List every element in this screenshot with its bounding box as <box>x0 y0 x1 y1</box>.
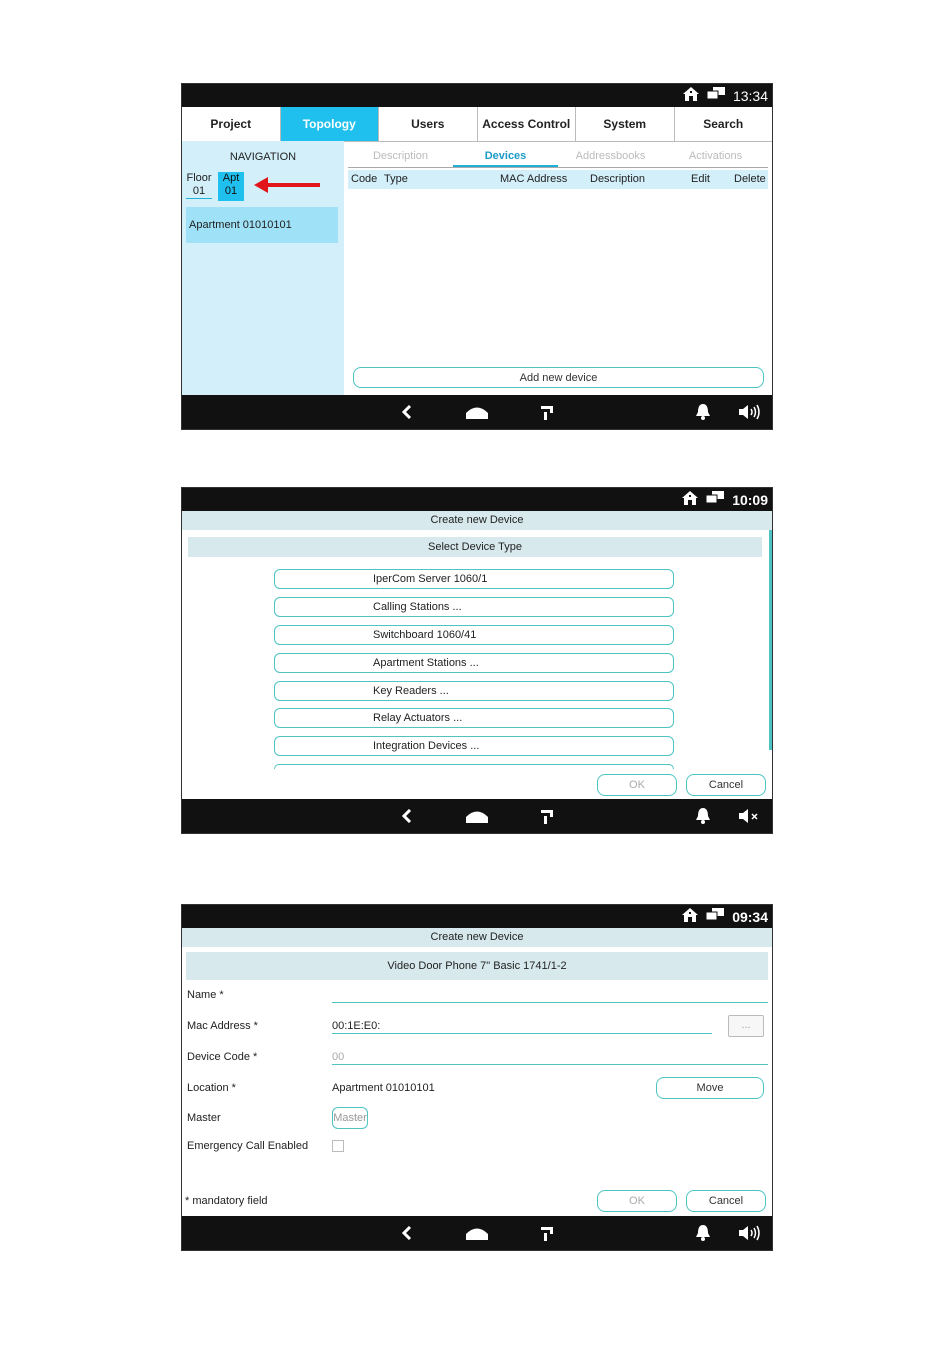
volume-icon[interactable] <box>736 395 766 429</box>
device-code-underline <box>332 1064 768 1065</box>
mac-address-input[interactable]: 00:1E:E0: <box>332 1020 381 1032</box>
device-type-option-partial[interactable] <box>274 764 674 769</box>
create-device-form-screen <box>181 904 773 1251</box>
emergency-call-label: Emergency Call Enabled <box>187 1140 309 1152</box>
home-nav-icon[interactable] <box>462 395 492 429</box>
back-icon[interactable] <box>392 799 422 833</box>
tab-project[interactable]: Project <box>182 107 281 141</box>
device-type-option[interactable]: Calling Stations ... <box>274 597 674 617</box>
clock: 09:34 <box>732 908 768 925</box>
subtab-activations[interactable]: Activations <box>688 150 743 162</box>
emergency-call-checkbox[interactable] <box>332 1140 344 1152</box>
dialog-subtitle: Select Device Type <box>188 537 762 557</box>
device-type-option[interactable]: Relay Actuators ... <box>274 708 674 728</box>
system-nav-bar <box>182 1216 772 1250</box>
network-icon <box>706 908 724 925</box>
topology-screen <box>181 83 773 430</box>
status-bar <box>182 84 772 107</box>
back-icon[interactable] <box>392 395 422 429</box>
recent-apps-icon[interactable] <box>532 1216 562 1250</box>
status-bar <box>182 905 772 928</box>
device-code-label: Device Code * <box>187 1051 258 1063</box>
dialog-title: Create new Device <box>182 511 772 530</box>
navigation-title: NAVIGATION <box>229 151 297 163</box>
select-device-type-screen <box>181 487 773 834</box>
master-toggle-button[interactable]: Master <box>332 1107 368 1129</box>
device-type-option[interactable]: Switchboard 1060/41 <box>274 625 674 645</box>
column-delete: Delete <box>734 173 766 185</box>
floor-label: Floor <box>186 172 212 184</box>
breadcrumb-floor[interactable] <box>186 172 212 199</box>
device-type-option[interactable]: IperCom Server 1060/1 <box>274 569 674 589</box>
detail-subtabs <box>348 147 768 168</box>
ok-button[interactable]: OK <box>597 1190 677 1212</box>
name-label: Name * <box>187 989 224 1001</box>
home-icon <box>682 908 698 925</box>
tab-access-control[interactable]: Access Control <box>478 107 577 141</box>
apt-value: 01 <box>224 185 238 197</box>
floor-value: 01 <box>192 185 206 197</box>
name-input[interactable] <box>332 989 768 1003</box>
subtab-description[interactable]: Description <box>372 150 429 162</box>
mac-address-underline <box>332 1033 712 1034</box>
subtab-addressbooks[interactable]: Addressbooks <box>575 150 646 162</box>
home-icon <box>683 87 699 104</box>
location-label: Location * <box>187 1082 236 1094</box>
device-type-option[interactable]: Key Readers ... <box>274 681 674 701</box>
system-nav-bar <box>182 799 772 833</box>
devices-table-header <box>348 170 768 189</box>
volume-mute-icon[interactable] <box>736 799 766 833</box>
network-icon <box>706 491 724 508</box>
apt-label: Apt <box>222 172 240 184</box>
device-model-title: Video Door Phone 7" Basic 1741/1-2 <box>186 952 768 980</box>
cancel-button[interactable]: Cancel <box>686 1190 766 1212</box>
scrollbar[interactable] <box>769 530 772 750</box>
master-label: Master <box>187 1112 221 1124</box>
mac-address-label: Mac Address * <box>187 1020 258 1032</box>
home-icon <box>682 491 698 508</box>
cancel-button[interactable]: Cancel <box>686 774 766 796</box>
bell-icon[interactable] <box>688 799 718 833</box>
clock: 13:34 <box>732 87 768 104</box>
mac-browse-button[interactable]: ... <box>728 1015 764 1037</box>
volume-icon[interactable] <box>736 1216 766 1250</box>
sidebar-item-apartment[interactable]: Apartment 01010101 <box>186 207 338 243</box>
recent-apps-icon[interactable] <box>532 395 562 429</box>
status-bar <box>182 488 772 511</box>
ok-button[interactable]: OK <box>597 774 677 796</box>
breadcrumb-apt[interactable] <box>218 172 244 201</box>
tab-users[interactable]: Users <box>379 107 478 141</box>
move-button[interactable]: Move <box>656 1077 764 1099</box>
column-code: Code <box>351 173 378 185</box>
tab-topology[interactable]: Topology <box>281 107 380 141</box>
navigation-panel <box>182 141 344 397</box>
add-device-button[interactable]: Add new device <box>353 367 764 388</box>
system-nav-bar <box>182 395 772 429</box>
name-input-underline <box>332 1002 768 1003</box>
column-edit: Edit <box>691 173 710 185</box>
home-nav-icon[interactable] <box>462 799 492 833</box>
main-tabs <box>182 107 772 142</box>
device-code-input[interactable]: 00 <box>332 1051 345 1063</box>
location-value: Apartment 01010101 <box>332 1082 435 1094</box>
back-icon[interactable] <box>392 1216 422 1250</box>
column-type: Type <box>384 173 408 185</box>
tab-search[interactable]: Search <box>675 107 773 141</box>
network-icon <box>707 87 725 104</box>
home-nav-icon[interactable] <box>462 1216 492 1250</box>
tab-system[interactable]: System <box>576 107 675 141</box>
bell-icon[interactable] <box>688 395 718 429</box>
mandatory-field-note: * mandatory field <box>185 1195 268 1207</box>
clock: 10:09 <box>732 491 768 508</box>
column-description: Description <box>590 173 646 185</box>
device-type-option[interactable]: Apartment Stations ... <box>274 653 674 673</box>
bell-icon[interactable] <box>688 1216 718 1250</box>
red-arrow-icon <box>254 177 320 193</box>
device-type-option[interactable]: Integration Devices ... <box>274 736 674 756</box>
recent-apps-icon[interactable] <box>532 799 562 833</box>
column-mac-address: MAC Address <box>500 173 568 185</box>
dialog-title: Create new Device <box>182 928 772 947</box>
subtab-devices[interactable]: Devices <box>453 147 558 167</box>
